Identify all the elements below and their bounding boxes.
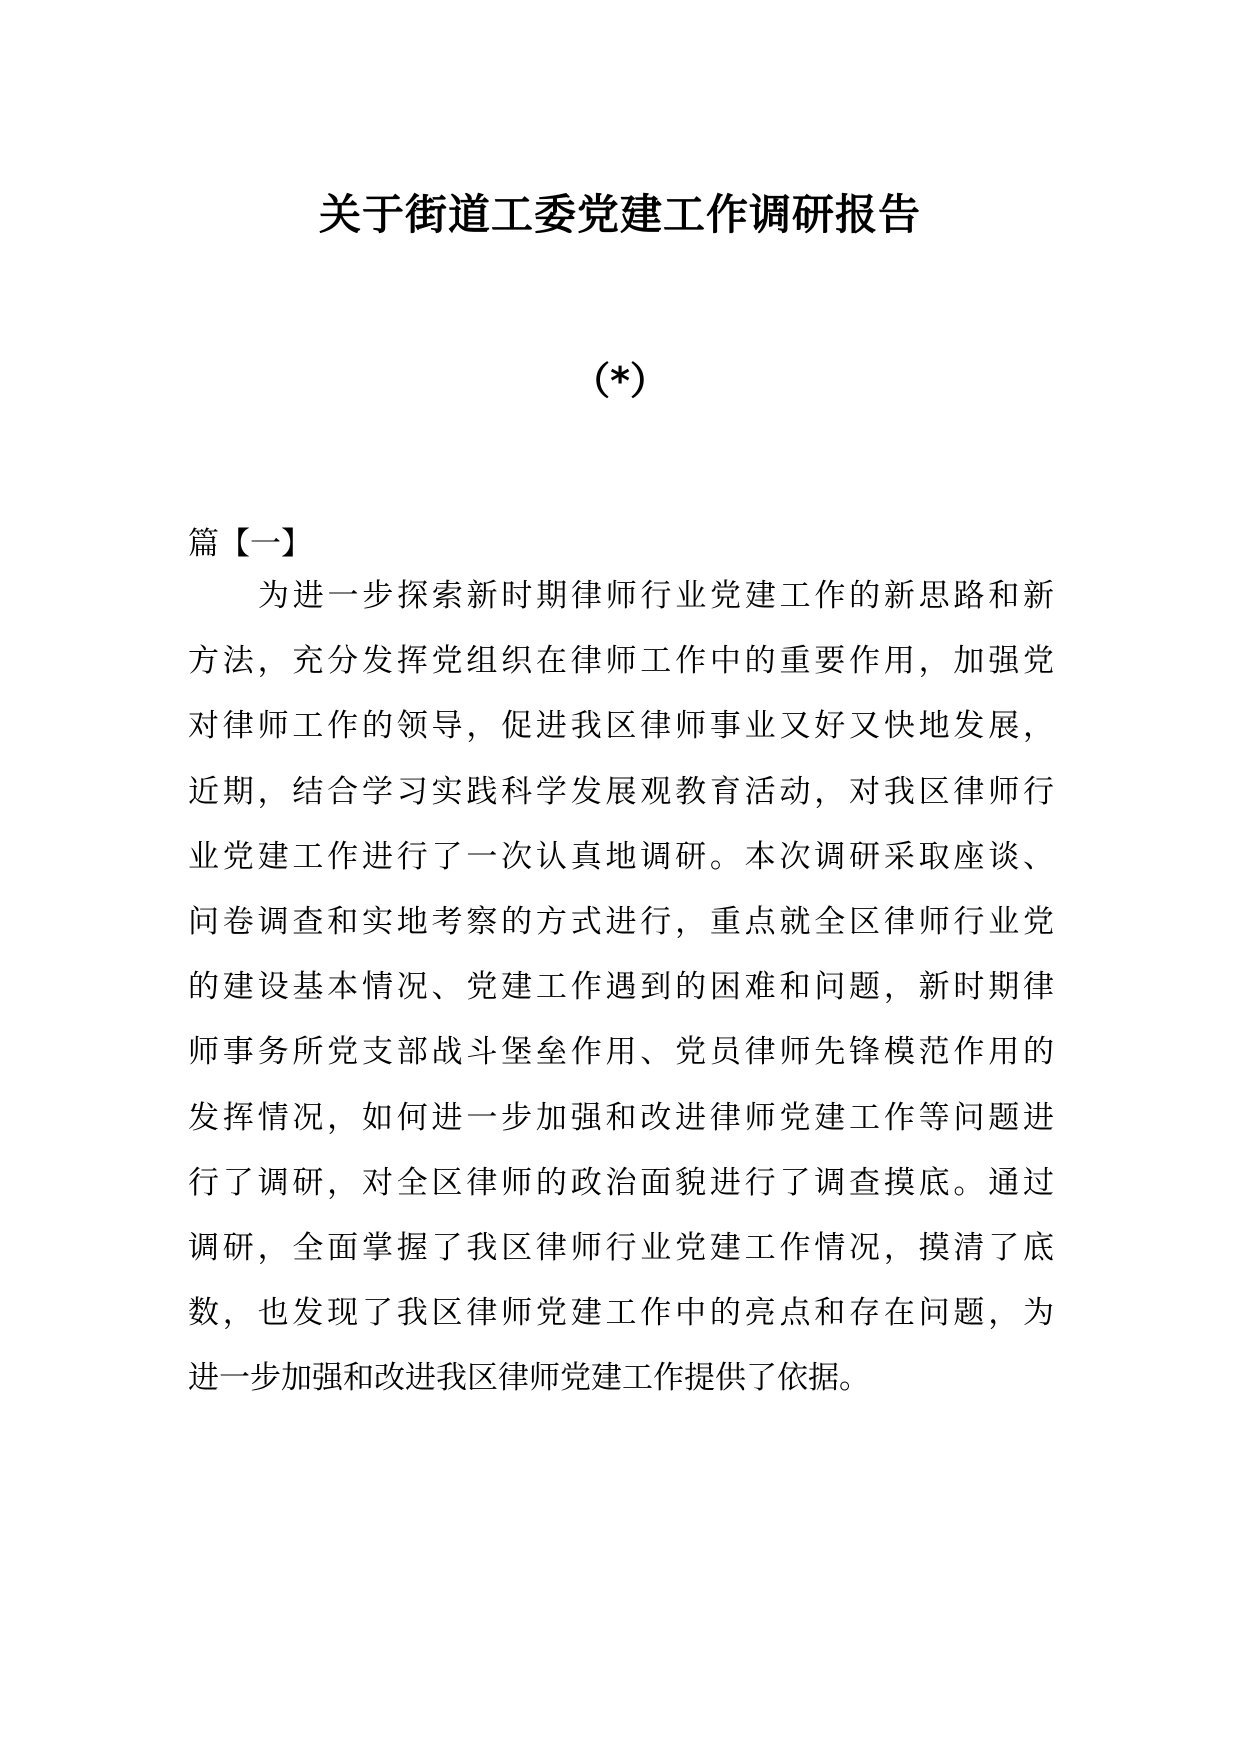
paragraph-line: 对律师工作的领导，促进我区律师事业又好又快地发展， xyxy=(188,708,1054,745)
paragraph-line: 业党建工作进行了一次认真地调研。本次调研采取座谈、 xyxy=(188,838,1054,875)
document-subtitle: （*） xyxy=(572,359,668,403)
paragraph-line: 进一步加强和改进我区律师党建工作提供了依据。 xyxy=(188,1360,870,1397)
paragraph-line: 问卷调查和实地考察的方式进行，重点就全区律师行业党 xyxy=(188,903,1054,940)
paragraph-line: 师事务所党支部战斗堡垒作用、党员律师先锋模范作用的 xyxy=(188,1034,1054,1071)
paragraph-line: 调研，全面掌握了我区律师行业党建工作情况，摸清了底 xyxy=(188,1229,1054,1266)
paragraph-line: 发挥情况，如何进一步加强和改进律师党建工作等问题进 xyxy=(188,1099,1054,1136)
body-paragraph xyxy=(188,574,1054,1421)
paragraph-line: 行了调研，对全区律师的政治面貌进行了调查摸底。通过 xyxy=(188,1164,1054,1201)
section-heading: 篇【一】 xyxy=(188,526,312,562)
paragraph-line: 为进一步探索新时期律师行业党建工作的新思路和新 xyxy=(258,578,1054,614)
paragraph-line: 的建设基本情况、党建工作遇到的困难和问题，新时期律 xyxy=(188,969,1054,1006)
paragraph-line: 近期，结合学习实践科学发展观教育活动，对我区律师行 xyxy=(188,773,1054,810)
paragraph-line: 方法，充分发挥党组织在律师工作中的重要作用，加强党 xyxy=(188,643,1054,680)
document-title: 关于街道工委党建工作调研报告 xyxy=(318,190,921,239)
paragraph-line: 数，也发现了我区律师党建工作中的亮点和存在问题，为 xyxy=(188,1295,1054,1332)
